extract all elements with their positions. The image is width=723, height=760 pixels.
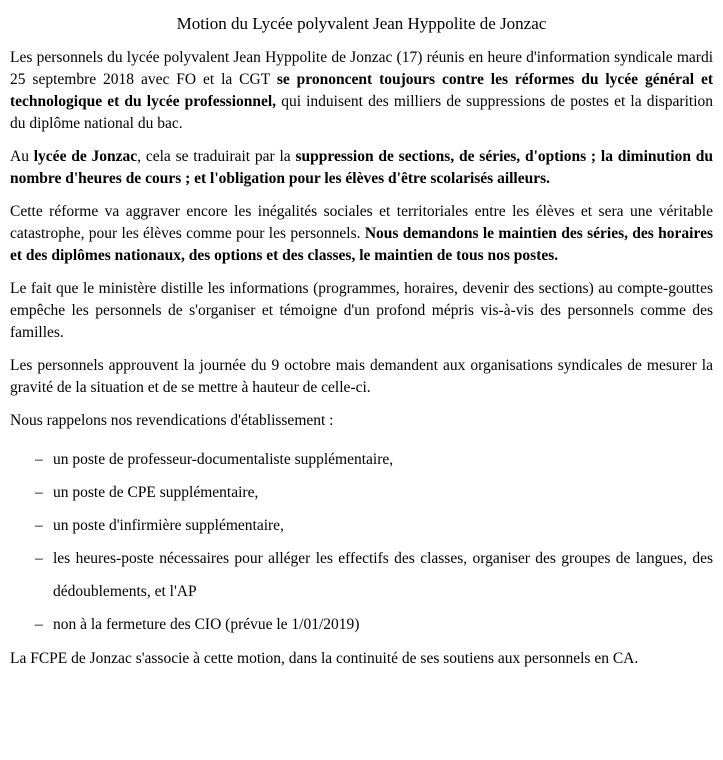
paragraphs-container [10,47,713,432]
document-title: Motion du Lycée polyvalent Jean Hyppolite de Jonzac [176,14,547,33]
list-item: – non à la fermeture des CIO (prévue le 1/01/2019) [10,608,713,641]
paragraph [10,278,713,344]
paragraph [10,410,713,432]
revendications-list [10,443,713,641]
list-item: – un poste de professeur-documentaliste supplémentaire, [10,443,713,476]
text-segment: Au [10,148,34,165]
list-item: – les heures-poste nécessaires pour alléger les effectifs des classes, organiser des groupes de langues, des dédoublements, et l'AP [10,542,713,608]
paragraph [10,47,713,135]
paragraph [10,201,713,267]
bold-text-segment: lycée de Jonzac [33,148,138,165]
closing-paragraph: La FCPE de Jonzac s'associe à cette motion, dans la continuité de ses soutiens aux personnels en CA. [10,650,639,667]
bold-text-segment: suppression de sections, de séries, d'options ; la diminution du nombre d'heures de cours ; et l'obligation pour les élèves d'être scolarisés ailleurs. [10,148,714,187]
paragraph [10,355,713,399]
bold-text-segment: se prononcent toujours contre les réformes du lycée général et technologique et du lycée professionnel, [10,71,713,110]
paragraph [10,146,713,190]
text-segment: , cela se traduirait par la [137,148,296,165]
bold-text-segment: Nous demandons le maintien des séries, des horaires et des diplômes nationaux, des options et des classes, le maintien de tous nos postes. [10,225,713,264]
text-segment: Les personnels du lycée polyvalent Jean Hyppolite de Jonzac (17) réunis en heure d'information syndicale mardi 25 septembre 2018 avec FO et la CGT [10,49,713,88]
list-item: – un poste d'infirmière supplémentaire, [10,509,713,542]
list-item: – un poste de CPE supplémentaire, [10,476,713,509]
text-segment: Cette réforme va aggraver encore les inégalités sociales et territoriales entre les élèves et sera une véritable catastrophe, pour les élèves comme pour les personnels. [10,203,713,242]
text-segment: Les personnels approuvent la journée du 9 octobre mais demandent aux organisations syndicales de mesurer la gravité de la situation et de se mettre à hauteur de celle-ci. [10,357,713,396]
text-segment: Nous rappelons nos revendications d'établissement : [10,412,334,429]
text-segment: qui induisent des milliers de suppressions de postes et la disparition du diplôme national du bac. [10,93,713,132]
text-segment: Le fait que le ministère distille les informations (programmes, horaires, devenir des sections) au compte-gouttes empêche les personnels de s'organiser et témoigne d'un profond mépris vis-à-vis des personnels comme des familles. [10,280,713,341]
